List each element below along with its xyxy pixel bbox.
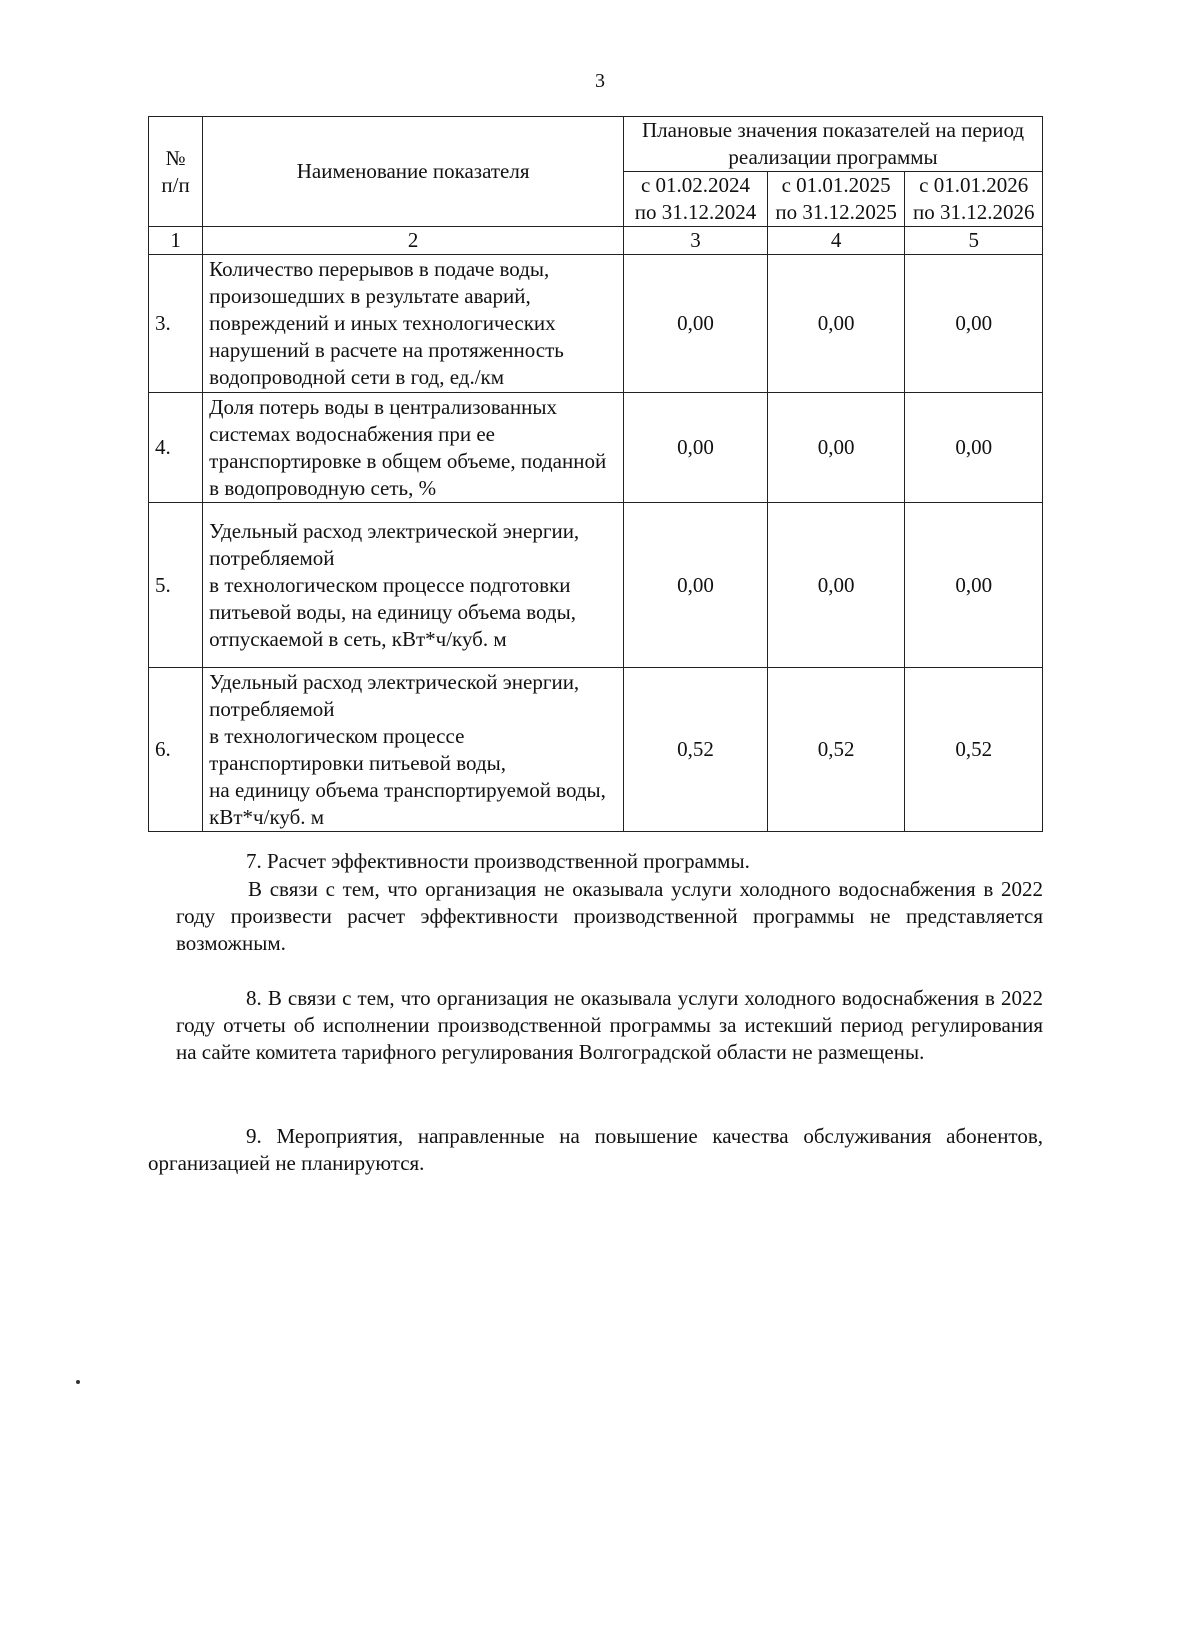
header-period-3: с 01.01.2026 по 31.12.2026 xyxy=(905,172,1043,227)
header-num: № п/п xyxy=(149,117,203,227)
row-value: 0,00 xyxy=(767,255,905,393)
col-number: 1 xyxy=(149,227,203,255)
table-row xyxy=(149,503,1043,668)
table-row xyxy=(149,393,1043,503)
section-7-text: В связи с тем, что организация не оказывала услуги холодного водоснабжения в 2022 году произвести расчет эффективности производственной программы не представляется возможным. xyxy=(176,877,1043,955)
row-value: 0,00 xyxy=(767,393,905,503)
row-name: Количество перерывов в подаче воды, произошедших в результате аварий, повреждений и иных технологических нарушений в расчете на протяженность водопроводной сети в год, ед./км xyxy=(203,255,624,393)
row-num: 6. xyxy=(149,668,203,832)
column-numbers-row xyxy=(149,227,1043,255)
row-value: 0,00 xyxy=(624,393,768,503)
row-value: 0,00 xyxy=(905,393,1043,503)
header-period-1: с 01.02.2024 по 31.12.2024 xyxy=(624,172,768,227)
row-value: 0,52 xyxy=(905,668,1043,832)
row-value: 0,00 xyxy=(767,503,905,668)
header-period-2: с 01.01.2025 по 31.12.2025 xyxy=(767,172,905,227)
page-number: 3 xyxy=(595,70,605,92)
row-name: Удельный расход электрической энергии, потребляемой в технологическом процессе подготовки питьевой воды, на единицу объема воды, отпускаемой в сеть, кВт*ч/куб. м xyxy=(203,503,624,668)
row-name: Доля потерь воды в централизованных системах водоснабжения при ее транспортировке в общем объеме, поданной в водопроводную сеть, % xyxy=(203,393,624,503)
row-value: 0,00 xyxy=(905,503,1043,668)
section-8-text: 8. В связи с тем, что организация не оказывала услуги холодного водоснабжения в 2022 году отчеты об исполнении производственной программы за истекший период регулирования на сайте комитета тарифного регулирования Волгоградской области не размещены. xyxy=(176,986,1043,1064)
header-plan: Плановые значения показателей на период реализации программы xyxy=(624,117,1043,172)
section-7-title: 7. Расчет эффективности производственной программы. xyxy=(246,849,750,873)
section-9-text: 9. Мероприятия, направленные на повышение качества обслуживания абонентов, организацией не планируются. xyxy=(148,1124,1043,1175)
col-number: 4 xyxy=(767,227,905,255)
row-num: 5. xyxy=(149,503,203,668)
row-value: 0,52 xyxy=(767,668,905,832)
row-num: 4. xyxy=(149,393,203,503)
col-number: 3 xyxy=(624,227,768,255)
indicators-table xyxy=(148,116,1043,832)
row-name: Удельный расход электрической энергии, потребляемой в технологическом процессе транспортировки питьевой воды, на единицу объема транспортируемой воды, кВт*ч/куб. м xyxy=(203,668,624,832)
table-row xyxy=(149,668,1043,832)
row-value: 0,00 xyxy=(624,503,768,668)
table-header-row xyxy=(149,117,1043,172)
row-num: 3. xyxy=(149,255,203,393)
col-number: 5 xyxy=(905,227,1043,255)
table-row xyxy=(149,255,1043,393)
col-number: 2 xyxy=(203,227,624,255)
header-name: Наименование показателя xyxy=(203,117,624,227)
row-value: 0,00 xyxy=(624,255,768,393)
row-value: 0,52 xyxy=(624,668,768,832)
row-value: 0,00 xyxy=(905,255,1043,393)
scan-mark xyxy=(76,1380,80,1384)
